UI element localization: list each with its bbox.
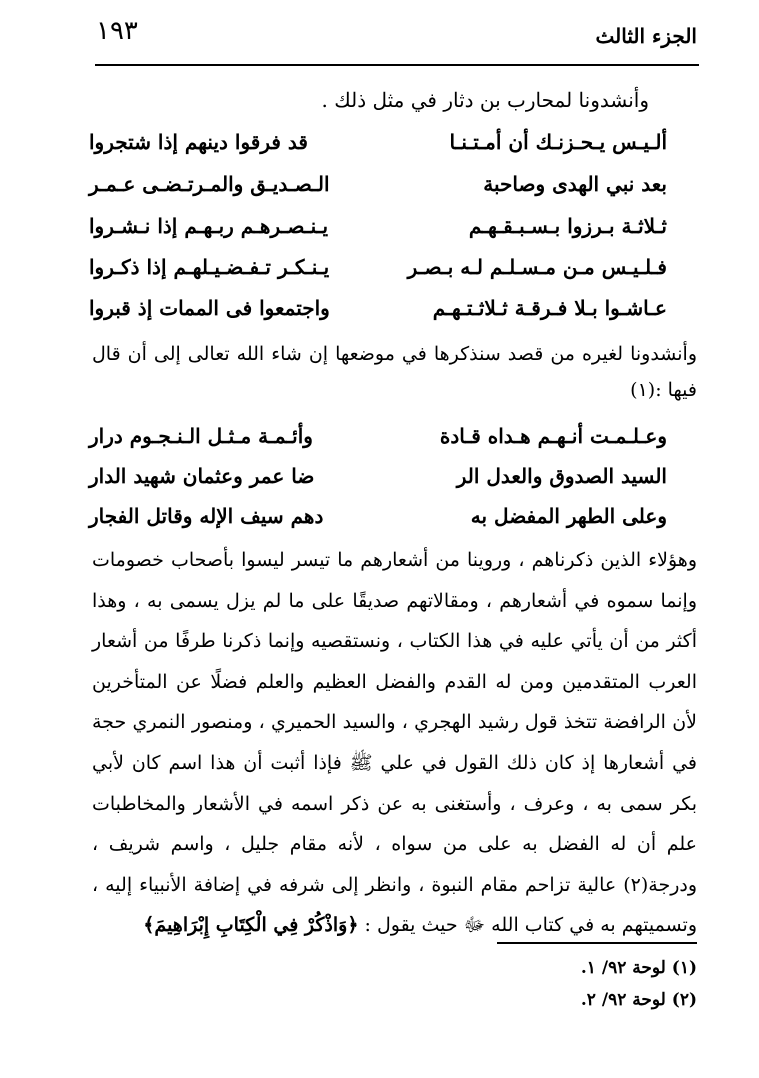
- verse-first-hemistich: بعد نبي الهدى وصاحبة: [483, 172, 667, 196]
- body-paragraph: [92, 540, 697, 946]
- verse-first-hemistich: وعـلـمـت أنـهـم هـداه قـادة: [439, 424, 667, 448]
- verse-first-hemistich: وعلى الطهر المفضل به: [470, 504, 667, 528]
- verse-first-hemistich: ثـلاثـة بـرزوا بـسـبـقـهـم: [468, 214, 667, 238]
- footnote-divider: [497, 942, 697, 944]
- verse-second-hemistich: يـنـكـر تـفـضـيـلهـم إذا ذكـروا: [89, 255, 330, 279]
- quran-quote: ﴿وَاذْكُرْ فِي الْكِتَابِ إِبْرَاهِيمَ﴾: [143, 914, 359, 937]
- footnote: (٢) لوحة ٩٢/ ٢.: [580, 990, 697, 1010]
- verse-first-hemistich: عـاشـوا بـلا فـرقـة ثـلاثـتـهـم: [432, 296, 667, 320]
- verse-first-hemistich: ألـيـس يـحـزنـك أن أمـتـنـا: [449, 130, 667, 154]
- header-divider: [95, 64, 699, 66]
- verse-second-hemistich: واجتمعوا فى الممات إذ قبروا: [89, 296, 330, 320]
- verse-second-hemistich: ضا عمر وعثمان شهيد الدار: [89, 464, 315, 488]
- verse-second-hemistich: الـصـديـق والمـرتـضـى عـمـر: [89, 172, 330, 196]
- poem-2-intro: وأنشدونا لغيره من قصد سنذكرها في موضعها إن شاء الله تعالى إلى أن قال فيها :(١): [92, 343, 697, 401]
- verse-first-hemistich: فـلـيـس مـن مـسـلـم لـه بـصـر: [407, 255, 667, 279]
- body-text: وهؤلاء الذين ذكرناهم ، وروينا من أشعارهم ما تيسر ليسوا بأصحاب خصومات وإنما سموه في أشعارهم ، ومقالاتهم صديقًا على ما لم يزل يسمى به ، وهذا أكثر من أن يأتي عليه في هذا الكتاب ، ونستقصيه وإنما ذكرنا طرفًا من أشعار العرب المتقدمين ومن له القدم والفضل العظيم والعلم فضلًا عن المتأخرين لأن الرافضة تتخذ قول رشيد الهجري ، والسيد الحميري ، ومنصور النمري حجة في أشعارها إذ كان ذلك القول في علي ﷺ فإذا أثبت أن هذا اسم كان لأبي بكر سمى به ، وعرف ، وأستغنى به عن ذكر اسمه في الأشعار والمخاطبات علم أن له الفضل به على من سواه ، لأنه مقام جليل ، واسم شريف ، ودرجة(٢) عالية تزاحم مقام النبوة ، وانظر إلى شرفه في إضافة الأنبياء إليه ، وتسميتهم به في كتاب الله ﷻ حيث يقول :: [92, 549, 697, 937]
- verse-first-hemistich: السيد الصدوق والعدل الر: [456, 464, 667, 488]
- footnote: (١) لوحة ٩٢/ ١.: [580, 958, 697, 978]
- page-number: ١٩٣: [96, 16, 138, 46]
- verse-second-hemistich: دهم سيف الإله وقاتل الفجار: [89, 504, 324, 528]
- poem-1-intro: وأنشدونا لمحارب بن دثار في مثل ذلك .: [321, 88, 649, 112]
- verse-second-hemistich: قد فرقوا دينهم إذا شتجروا: [89, 130, 308, 154]
- part-title: الجزء الثالث: [595, 24, 697, 48]
- verse-second-hemistich: وأئـمـة مـثـل الـنـجـوم درار: [89, 424, 313, 448]
- verse-second-hemistich: يـنـصـرهـم ربـهـم إذا نـشـروا: [89, 214, 329, 238]
